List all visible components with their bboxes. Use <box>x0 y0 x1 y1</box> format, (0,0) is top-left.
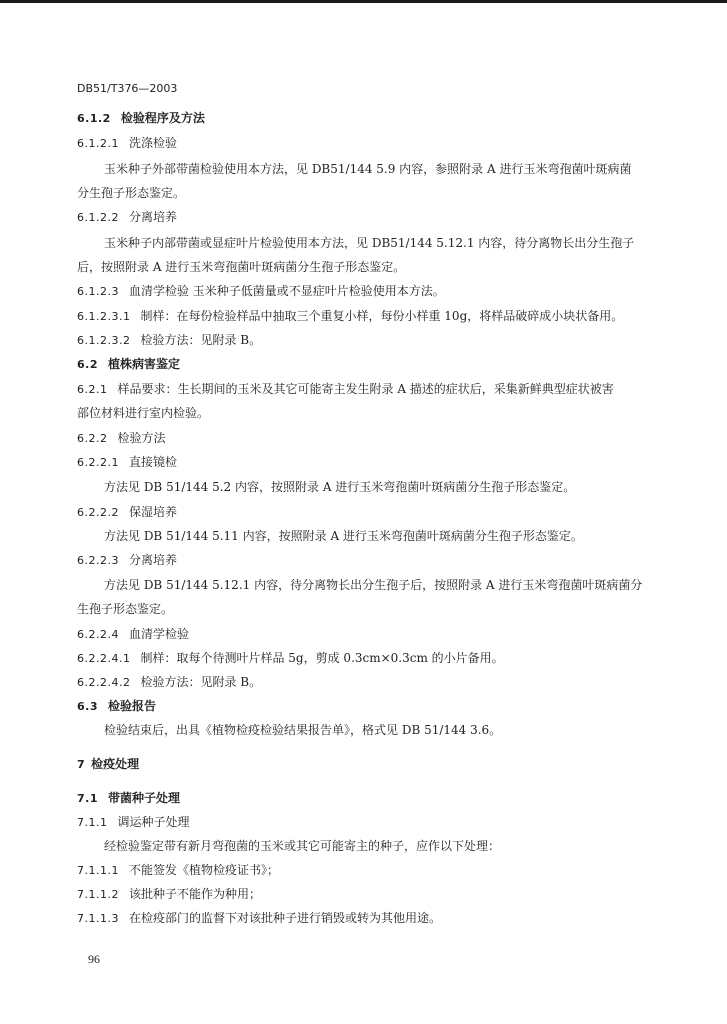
clause-text: 该批种子不能作为种用； <box>128 887 261 901</box>
page-number: 96 <box>88 952 100 966</box>
paragraph-line: 玉米种子内部带菌或显症叶片检验使用本方法，见 DB51/144 5.12.1 内容，待分离物长出分生孢子 <box>104 236 635 250</box>
section-title: 分离培养 <box>128 553 177 567</box>
clause-text: 在检疫部门的监督下对该批种子进行销毁或转为其他用途。 <box>128 911 441 925</box>
clause-line <box>77 333 261 348</box>
section-title: 保湿培养 <box>128 505 177 519</box>
section-number: 7.1 <box>77 792 98 805</box>
chapter-heading <box>77 757 139 772</box>
section-title: 检验报告 <box>108 699 157 713</box>
subsection-heading <box>77 210 177 225</box>
subsection-heading <box>77 553 177 568</box>
clause-text: 制样：在每份检验样品中抽取三个重复小样，每份小样重 10g，将样品破碎成小块状备用。 <box>140 309 624 323</box>
section-number: 7.1.1.3 <box>77 912 119 925</box>
clause-text: 检验方法：见附录 B。 <box>140 675 262 689</box>
section-number: 6.2 <box>77 358 98 371</box>
top-rule <box>0 0 727 3</box>
section-title: 血清学检验 <box>128 627 189 641</box>
section-number: 6.2.2.2 <box>77 506 119 519</box>
paragraph-line: 经检验鉴定带有新月弯孢菌的玉米或其它可能寄主的种子，应作以下处理： <box>104 839 501 853</box>
clause-line <box>77 309 623 324</box>
clause-text: 检验方法：见附录 B。 <box>140 333 262 347</box>
paragraph-line: 方法见 DB 51/144 5.12.1 内容，待分离物长出分生孢子后，按照附录 A 进行玉米弯孢菌叶斑病菌分 <box>104 578 643 592</box>
section-title: 植株病害鉴定 <box>108 357 181 371</box>
clause-line <box>77 887 261 902</box>
section-title: 检验方法 <box>117 431 166 445</box>
clause-line <box>77 675 261 690</box>
paragraph-line: 方法见 DB 51/144 5.11 内容，按照附录 A 进行玉米弯孢菌叶斑病菌分生孢子形态鉴定。 <box>104 529 583 543</box>
subsection-heading <box>77 455 177 470</box>
section-title: 检疫处理 <box>91 757 140 771</box>
clause-text: 不能签发《植物检疫证书》； <box>128 863 279 877</box>
subsection-heading <box>77 284 445 299</box>
section-number: 6.2.2.4 <box>77 628 119 641</box>
subsection-heading <box>77 505 177 520</box>
subsection-heading <box>77 136 177 151</box>
paragraph-line: 检验结束后，出具《植物检疫检验结果报告单》，格式见 DB 51/144 3.6。 <box>104 723 502 737</box>
paragraph-line: 部位材料进行室内检验。 <box>77 406 210 420</box>
subsection-heading <box>77 431 166 446</box>
section-number: 6.2.2.4.2 <box>77 676 131 689</box>
section-number: 7.1.1.1 <box>77 864 119 877</box>
section-number: 7.1.1.2 <box>77 888 119 901</box>
section-title: 直接镜检 <box>128 455 177 469</box>
section-number: 6.1.2.3 <box>77 285 119 298</box>
paragraph-line: 后，按照附录 A 进行玉米弯孢菌叶斑病菌分生孢子形态鉴定。 <box>77 260 406 274</box>
section-title: 分离培养 <box>128 210 177 224</box>
section-number: 7.1.1 <box>77 816 108 829</box>
section-title: 调运种子处理 <box>117 815 190 829</box>
paragraph-line: 方法见 DB 51/144 5.2 内容，按照附录 A 进行玉米弯孢菌叶斑病菌分生孢子形态鉴定。 <box>104 480 576 494</box>
clause-text: 制样：取每个待测叶片样品 5g，剪成 0.3cm×0.3cm 的小片备用。 <box>140 651 504 665</box>
section-heading <box>77 111 205 126</box>
section-number: 6.2.2.4.1 <box>77 652 131 665</box>
clause-text: 样品要求：生长期间的玉米及其它可能寄主发生附录 A 描述的症状后，采集新鲜典型症状被害 <box>117 382 614 396</box>
section-number: 6.1.2.3.2 <box>77 334 131 347</box>
section-number: 6.2.2 <box>77 432 108 445</box>
section-number: 7 <box>77 758 86 771</box>
section-number: 6.3 <box>77 700 98 713</box>
section-title: 带菌种子处理 <box>108 791 181 805</box>
section-number: 6.2.1 <box>77 383 108 396</box>
section-heading <box>77 699 156 714</box>
section-number: 6.2.2.3 <box>77 554 119 567</box>
section-title: 血清学检验 玉米种子低菌量或不显症叶片检验使用本方法。 <box>128 284 445 298</box>
section-number: 6.1.2.3.1 <box>77 310 131 323</box>
section-number: 6.1.2 <box>77 112 111 125</box>
doc-id-header: DB51/T376—2003 <box>77 82 178 95</box>
section-number: 6.1.2.2 <box>77 211 119 224</box>
section-heading <box>77 791 180 806</box>
section-title: 洗涤检验 <box>128 136 177 150</box>
section-heading <box>77 357 180 372</box>
subsection-heading <box>77 627 189 642</box>
section-number: 6.2.2.1 <box>77 456 119 469</box>
section-number: 6.1.2.1 <box>77 137 119 150</box>
subsection-heading <box>77 815 190 830</box>
clause-line <box>77 911 441 926</box>
clause-line <box>77 863 279 878</box>
paragraph-line: 分生孢子形态鉴定。 <box>77 186 186 200</box>
paragraph-line: 玉米种子外部带菌检验使用本方法，见 DB51/144 5.9 内容，参照附录 A 进行玉米弯孢菌叶斑病菌 <box>104 162 632 176</box>
clause-line <box>77 651 504 666</box>
section-title: 检验程序及方法 <box>120 111 205 125</box>
paragraph-line: 生孢子形态鉴定。 <box>77 602 174 616</box>
clause-line <box>77 382 614 397</box>
